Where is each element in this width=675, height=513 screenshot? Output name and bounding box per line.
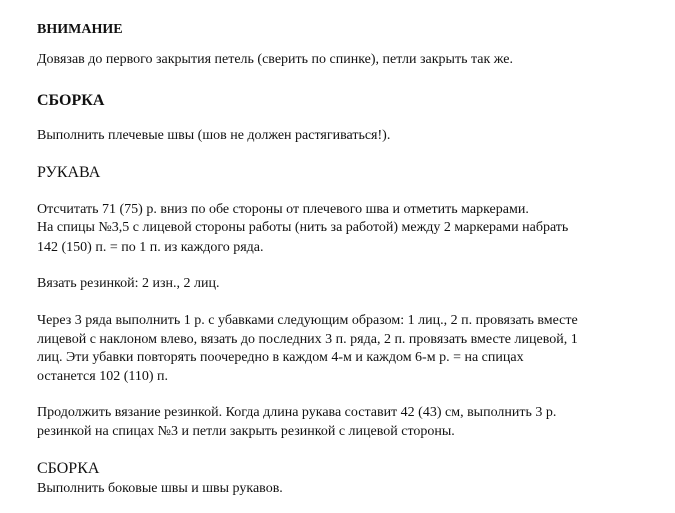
paragraph-line: Довязав до первого закрытия петель (сверить по спинке), петли закрыть так же. xyxy=(37,52,513,67)
section-heading-assembly-final: СБОРКА xyxy=(37,460,100,477)
paragraph-line: 142 (150) п. = по 1 п. из каждого ряда. xyxy=(37,240,264,255)
paragraph-line: лиц. Эти убавки повторять поочередно в каждом 4-м и каждом 6-м р. = на спицах xyxy=(37,350,524,365)
paragraph-line: лицевой с наклоном влево, вязать до последних 3 п. ряда, 2 п. провязать вместе лицевой, 1 xyxy=(37,332,578,347)
paragraph-line: резинкой на спицах №3 и петли закрыть резинкой с лицевой стороны. xyxy=(37,424,455,439)
paragraph-line: Выполнить плечевые швы (шов не должен растягиваться!). xyxy=(37,128,391,143)
paragraph-line: Выполнить боковые швы и швы рукавов. xyxy=(37,481,283,496)
section-heading-assembly: СБОРКА xyxy=(37,92,105,109)
paragraph-line: Отсчитать 71 (75) р. вниз по обе стороны от плечевого шва и отметить маркерами. xyxy=(37,202,529,217)
section-heading-sleeves: РУКАВА xyxy=(37,164,101,181)
paragraph-line: Продолжить вязание резинкой. Когда длина рукава составит 42 (43) см, выполнить 3 р. xyxy=(37,405,557,420)
section-heading-attention: ВНИМАНИЕ xyxy=(37,22,123,37)
paragraph-line: останется 102 (110) п. xyxy=(37,369,169,384)
paragraph-line: Вязать резинкой: 2 изн., 2 лиц. xyxy=(37,276,220,291)
paragraph-line: Через 3 ряда выполнить 1 р. с убавками следующим образом: 1 лиц., 2 п. провязать вместе xyxy=(37,313,578,328)
paragraph-line: На спицы №3,5 с лицевой стороны работы (нить за работой) между 2 маркерами набрать xyxy=(37,220,569,235)
